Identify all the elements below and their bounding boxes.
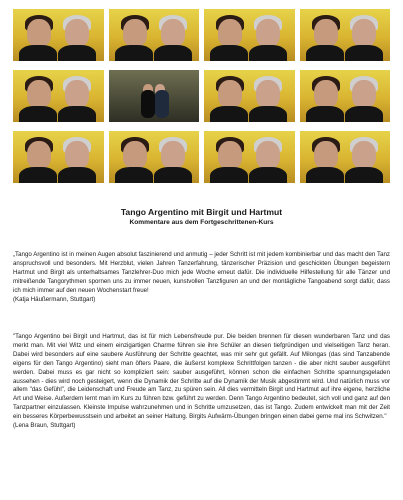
video-still-thumbnail[interactable] <box>13 131 104 183</box>
gallery-row <box>13 9 390 61</box>
testimonial-text: „Tango Argentino ist in meinen Augen absolut faszinierend und anmutig – jeder Schritt ist mit jedem kombinierbar und das macht den Tanz anspruchsvoll und besonders. Mit Herzblut, vielen Jahren Tanzerfahrung, tänzerischer Präzision und geschickten Übungen begeistern Hartmut und Birgit als unterhaltsames Tanzlehrer-Duo mich jede Woche erneut dafür. Die individuelle Hilfestellung für alle Tänzer und mitreißende Tangorythmen spornen uns zu immer neuen, kunstvollen Tanzfiguren an und der montägliche Tangoabend sorgt dafür, dass ich mich immer auf den neuen Wochenstart freue! <box>13 251 390 294</box>
photo-gallery <box>13 9 390 192</box>
video-still-thumbnail[interactable] <box>300 131 391 183</box>
video-still-thumbnail[interactable] <box>109 9 200 61</box>
dance-floor-thumbnail[interactable] <box>109 70 200 122</box>
video-still-thumbnail[interactable] <box>204 70 295 122</box>
article-title: Tango Argentino mit Birgit und Hartmut <box>120 207 283 217</box>
video-still-thumbnail[interactable] <box>109 131 200 183</box>
article-subtitle: Kommentare aus dem Fortgeschrittenen-Kurs <box>129 219 274 226</box>
video-still-thumbnail[interactable] <box>204 131 295 183</box>
testimonial <box>13 251 390 304</box>
video-still-thumbnail[interactable] <box>204 9 295 61</box>
video-still-thumbnail[interactable] <box>13 70 104 122</box>
testimonial-author: (Lena Braun, Stuttgart) <box>13 422 76 430</box>
video-still-thumbnail[interactable] <box>300 70 391 122</box>
gallery-row <box>13 70 390 122</box>
video-still-thumbnail[interactable] <box>300 9 391 61</box>
video-still-thumbnail[interactable] <box>13 9 104 61</box>
gallery-row <box>13 131 390 183</box>
testimonial-author: (Katja Häußermann, Stuttgart) <box>13 295 96 303</box>
testimonial <box>13 333 390 431</box>
testimonial-text: "Tango Argentino bei Birgit und Hartmut, das ist für mich Lebensfreude pur. Die beiden brennen für diesen wunderbaren Tanz und das merkt man. Mit viel Witz und einem einzigartigen Charme führen sie ihre Schüler an diesen tiefgründigen und vielseitigen Tanz heran. Dabei wird besonders auf eine saubere Ausführung der Schritte geachtet, was mir sehr gut gefällt. Auf Milongas (das sind Tanzabende eigens für den Tango Argentino) sieht man öfters Paare, die äußerst komplexe Schrittfolgen tanzen - die aber nicht sauber ausgeführt werden. Dabei muss es gar nicht so kompliziert sein: sauber ausgeführt, können schon die einfachen Schritte spannungsgeladen aussehen - dies wird noch gesteigert, wenn die Dynamik der Schritte auf die Dynamik der Musik abgestimmt wird. Und natürlich muss vor allem "das Gefühl", die Leidenschaft und Freude am Tanz, zu spüren sein. All dies vermitteln Birgit und Hartmut auf ihre eigene, herzliche Art und Weise. Außerdem lernt man im Kurs zu führen bzw. geführt zu werden. Denn Tango Argentino bedeutet, sich voll und ganz auf den Tanzpartner einzulassen. Kleinste Impulse wahrzunehmen und in Schritte umzusetzen, das ist Tango. Zudem entwickelt man mit der Zeit ein besseres Körperbewusstsein und arbeitet an seiner Haltung. Birgits Aufwärm-Übungen bringen einen dabei gerne mal ins Schwitzen." <box>13 333 390 421</box>
